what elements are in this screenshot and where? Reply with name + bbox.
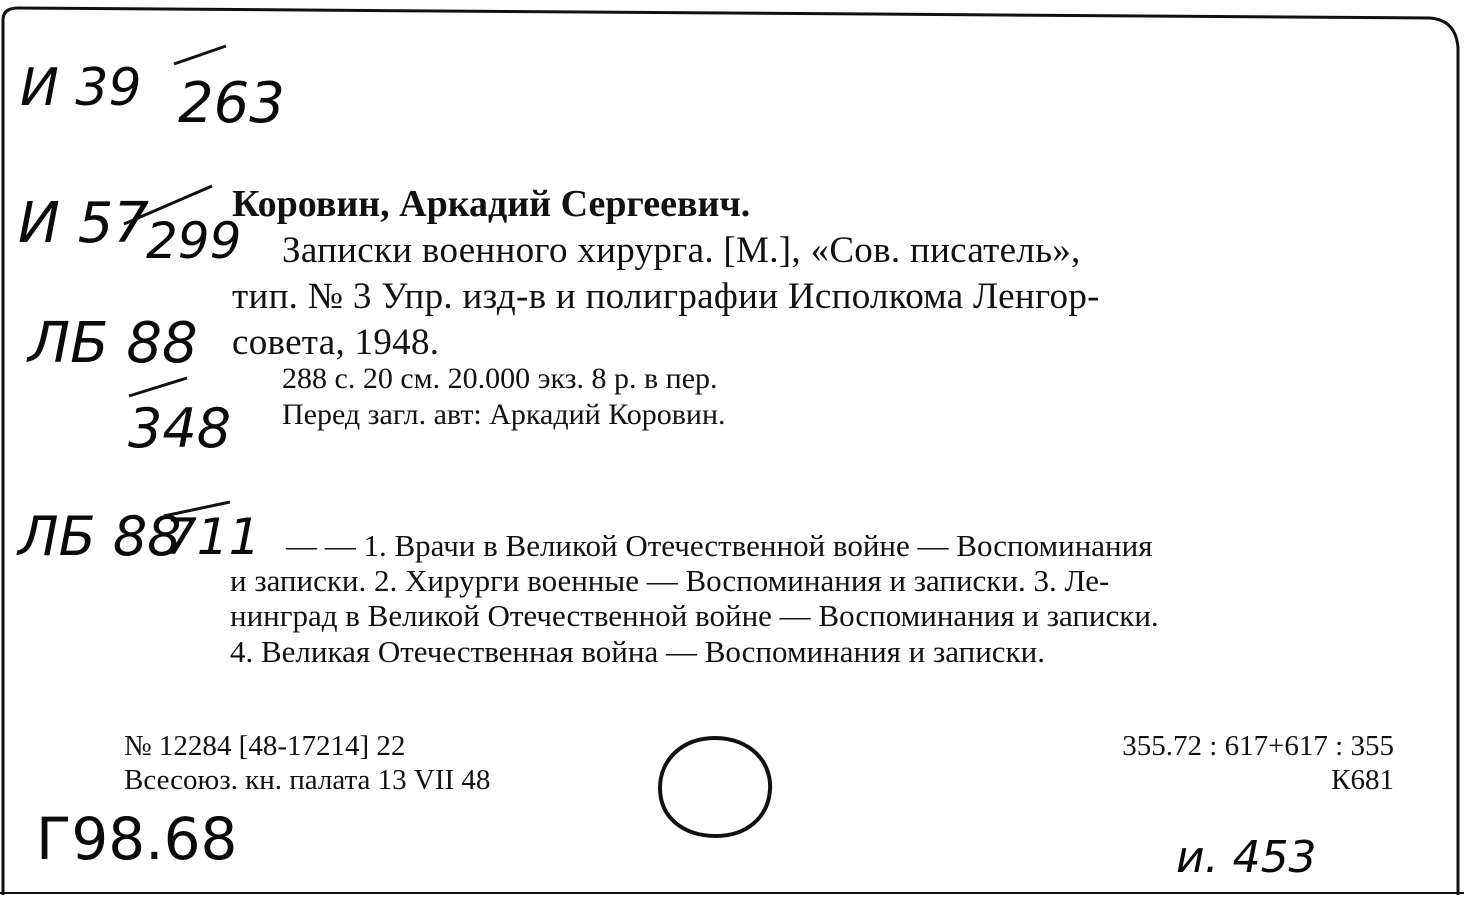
subject-line-2: и записки. 2. Хирурги военные — Воспоминания и записки. 3. Ле-	[230, 563, 1110, 598]
physical-description: 288 с. 20 см. 20.000 экз. 8 р. в пер.	[282, 362, 718, 395]
handwritten-shelf-mark-4: ЛБ 88	[18, 505, 182, 568]
classification-index: 355.72 : 617+617 : 355	[1122, 730, 1394, 762]
shelf-mark-1-code: И 39	[20, 58, 142, 118]
author-heading: Коровин, Аркадий Сергеевич.	[232, 183, 751, 225]
title-line-1: Записки военного хирурга. [М.], «Сов. писатель»,	[282, 230, 1081, 271]
book-chamber-line: Всесоюз. кн. палата 13 VII 48	[124, 764, 491, 796]
handwritten-shelf-mark-2: И 57	[18, 191, 149, 256]
handwritten-bottom-right: и. 453	[1176, 832, 1317, 883]
shelf-mark-1-stroke	[170, 42, 230, 72]
handwritten-shelf-number-3: 348	[128, 397, 232, 460]
handwritten-shelf-number-1: 263	[178, 71, 285, 136]
subject-line-3: нинград в Великой Отечественной войне — Воспоминания и записки.	[230, 598, 1159, 633]
handwritten-shelf-number-4: 711	[165, 508, 261, 566]
handwritten-bottom-left: Г98.68	[36, 805, 238, 873]
shelf-mark-4-stroke	[160, 494, 240, 524]
title-line-3: совета, 1948.	[232, 322, 440, 363]
author-mark: К681	[1331, 764, 1394, 796]
note-line: Перед загл. авт: Аркадий Коровин.	[282, 398, 726, 431]
subject-line-4: 4. Великая Отечественная война — Воспоминания и записки.	[230, 634, 1045, 669]
handwritten-shelf-mark-1	[20, 58, 142, 118]
title-line-2: тип. № 3 Упр. изд-в и полиграфии Исполкома Ленгор-	[232, 276, 1100, 317]
handwritten-shelf-number-2: 299	[146, 212, 242, 270]
handwritten-shelf-mark-3: ЛБ 88	[28, 311, 198, 376]
punch-hole	[650, 732, 780, 844]
card-number: № 12284 [48-17214] 22	[124, 730, 406, 762]
subject-line-1: — — 1. Врачи в Великой Отечественной войне — Воспоминания	[286, 528, 1153, 563]
